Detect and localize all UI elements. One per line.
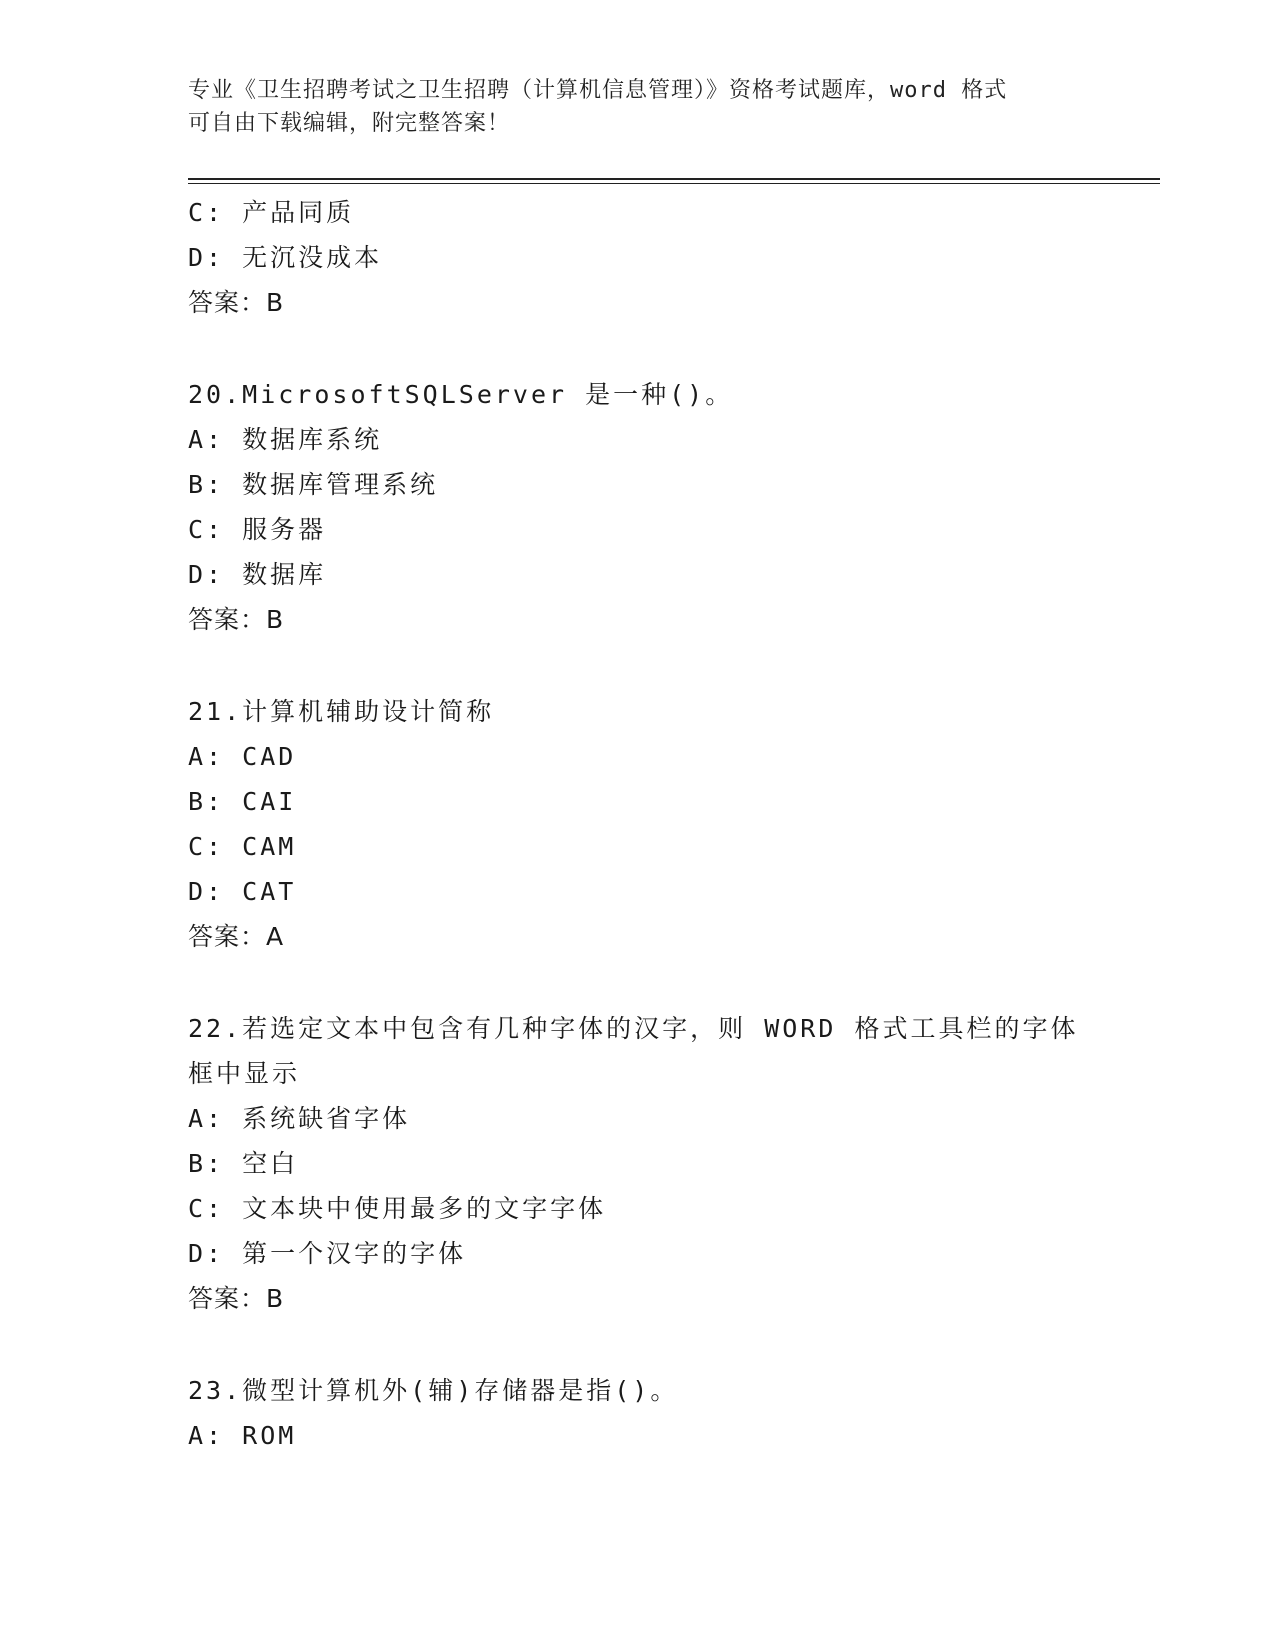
question-20	[188, 372, 1088, 642]
header-line-1: 专业《卫生招聘考试之卫生招聘（计算机信息管理）》资格考试题库，word 格式	[188, 78, 1008, 103]
option-d: D: 数据库	[188, 560, 327, 589]
question-23	[188, 1368, 1088, 1458]
option-c: C: 文本块中使用最多的文字字体	[188, 1194, 607, 1223]
header-line-2: 可自由下载编辑，附完整答案！	[188, 111, 511, 136]
option-b: B: 空白	[188, 1149, 299, 1178]
question-text: 23.微型计算机外(辅)存储器是指()。	[188, 1376, 679, 1405]
question-list	[188, 190, 1088, 1458]
option-d: D: 无沉没成本	[188, 243, 383, 272]
question-19-tail	[188, 190, 1088, 325]
option-a: A: ROM	[188, 1421, 297, 1450]
option-a: A: 数据库系统	[188, 425, 383, 454]
option-c: C: CAM	[188, 832, 297, 861]
header-divider-thin	[188, 183, 1160, 184]
option-a: A: CAD	[188, 742, 297, 771]
answer-line: 答案：B	[188, 605, 285, 634]
option-c: C: 服务器	[188, 515, 327, 544]
option-d: D: 第一个汉字的字体	[188, 1239, 467, 1268]
answer-line: 答案：A	[188, 922, 285, 951]
question-text: 20.MicrosoftSQLServer 是一种()。	[188, 380, 734, 409]
answer-line: 答案：B	[188, 1284, 285, 1313]
option-a: A: 系统缺省字体	[188, 1104, 411, 1133]
option-d: D: CAT	[188, 877, 297, 906]
answer-line: 答案：B	[188, 288, 285, 317]
question-text-line-1: 22.若选定文本中包含有几种字体的汉字，则 WORD 格式工具栏的字体	[188, 1014, 1079, 1043]
option-c: C: 产品同质	[188, 198, 355, 227]
option-b: B: 数据库管理系统	[188, 470, 439, 499]
question-text: 21.计算机辅助设计简称	[188, 697, 495, 726]
question-text-line-2: 框中显示	[188, 1059, 301, 1088]
document-header	[188, 74, 1068, 140]
header-divider-thick	[188, 178, 1160, 180]
question-22	[188, 1006, 1088, 1321]
question-21	[188, 689, 1088, 959]
option-b: B: CAI	[188, 787, 297, 816]
